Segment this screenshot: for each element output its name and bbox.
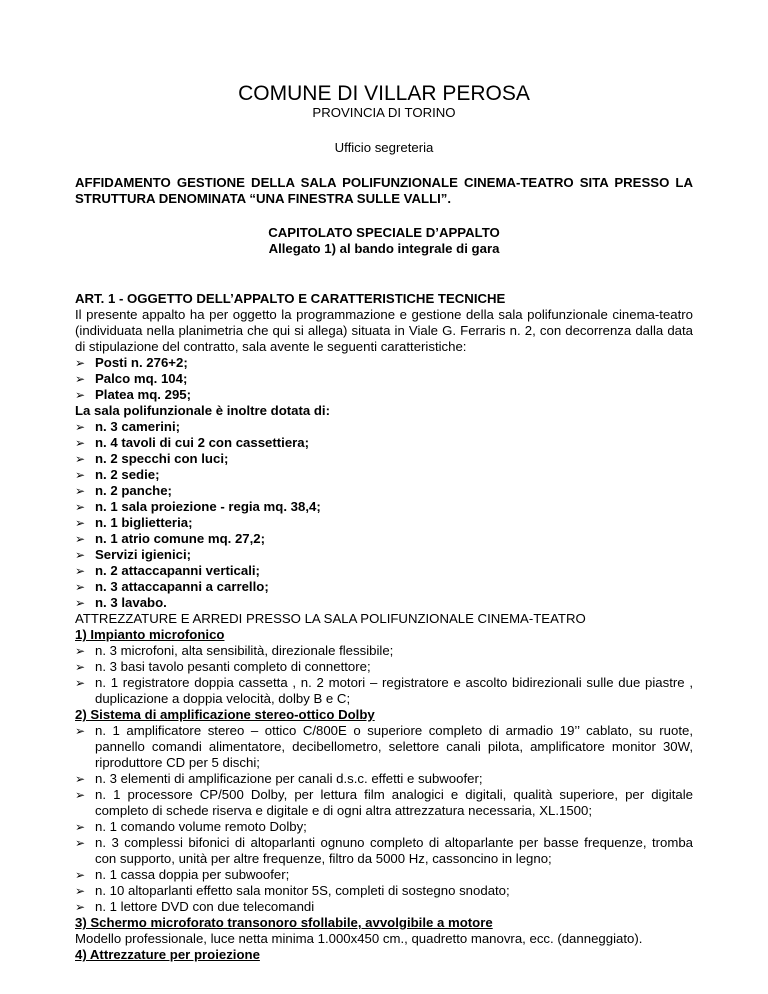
list-item: ➢ n. 3 basi tavolo pesanti completo di connettore; — [75, 659, 371, 674]
arrow-bullet-icon: ➢ — [75, 516, 86, 530]
document-page — [75, 82, 693, 963]
equipped-intro: La sala polifunzionale è inoltre dotata di: — [75, 403, 330, 418]
arrow-bullet-icon: ➢ — [75, 452, 86, 466]
list-item: ➢ n. 1 cassa doppia per subwoofer; — [75, 867, 290, 882]
list-item: ➢ n. 3 attaccapanni a carrello; — [75, 579, 269, 594]
list-item: ➢ n. 1 processore CP/500 Dolby, per lettura film analogici e digitali, qualità superiore, per digitale completo di schede riserva e digitale e di ogni altra attrezzatura necessaria, XL.1500; — [75, 787, 693, 818]
list-item: ➢ n. 1 comando volume remoto Dolby; — [75, 819, 307, 834]
arrow-bullet-icon: ➢ — [75, 820, 86, 834]
section-1-list — [75, 643, 693, 707]
article-1-intro: Il presente appalto ha per oggetto la programmazione e gestione della sala polifunzionale cinema-teatro (individuata nella planimetria che qui si allega) situata in Viale G. Ferraris n. 2, con decorrenza dalla data di stipulazione del contratto, sala avente le seguenti caratteristiche: — [75, 307, 693, 354]
section-1-heading: 1) Impianto microfonico — [75, 627, 225, 642]
list-item: ➢ n. 1 amplificatore stereo – ottico C/800E o superiore completo di armadio 19’’ cablato, su ruote, pannello comandi alimentatore, decibellometro, selettore canali pilota, amplificatore monitor 30W, riproduttore CD per 5 dischi; — [75, 723, 693, 770]
list-item: ➢ n. 2 sedie; — [75, 467, 160, 482]
list-item: ➢ n. 2 specchi con luci; — [75, 451, 229, 466]
arrow-bullet-icon: ➢ — [75, 772, 86, 786]
section-3-heading: 3) Schermo microforato transonoro sfollabile, avvolgibile a motore — [75, 915, 493, 930]
arrow-bullet-icon: ➢ — [75, 532, 86, 546]
arrow-bullet-icon: ➢ — [75, 836, 86, 850]
capitolato-subtitle: Allegato 1) al bando integrale di gara — [268, 241, 500, 256]
arrow-bullet-icon: ➢ — [75, 372, 86, 386]
capitolato-title: CAPITOLATO SPECIALE D’APPALTO — [268, 225, 500, 240]
article-1-heading: ART. 1 - OGGETTO DELL’APPALTO E CARATTERISTICHE TECNICHE — [75, 291, 506, 306]
list-item: ➢ n. 3 complessi bifonici di altoparlanti ognuno completo di altoparlante per basse frequenze, tromba con supporto, unità per altre frequenze, filtro da 5000 Hz, cassoncino in legno; — [75, 835, 693, 866]
arrow-bullet-icon: ➢ — [75, 500, 86, 514]
office-name: Ufficio segreteria — [334, 140, 434, 155]
arrow-bullet-icon: ➢ — [75, 420, 86, 434]
section-2-list — [75, 723, 693, 915]
arrow-bullet-icon: ➢ — [75, 644, 86, 658]
municipality-title: COMUNE DI VILLAR PEROSA — [238, 82, 530, 105]
document-header — [75, 82, 693, 156]
capitolato-block — [75, 225, 693, 257]
list-item: ➢ Palco mq. 104; — [75, 371, 188, 386]
list-item: ➢ n. 3 microfoni, alta sensibilità, direzionale flessibile; — [75, 643, 394, 658]
arrow-bullet-icon: ➢ — [75, 548, 86, 562]
arrow-bullet-icon: ➢ — [75, 676, 86, 690]
list-item: ➢ n. 4 tavoli di cui 2 con cassettiera; — [75, 435, 310, 450]
arrow-bullet-icon: ➢ — [75, 484, 86, 498]
province-name: PROVINCIA DI TORINO — [312, 105, 456, 120]
section-2-heading: 2) Sistema di amplificazione stereo-ottico Dolby — [75, 707, 375, 722]
list-item: ➢ n. 3 camerini; — [75, 419, 181, 434]
document-subject: AFFIDAMENTO GESTIONE DELLA SALA POLIFUNZIONALE CINEMA-TEATRO SITA PRESSO LA STRUTTURA DENOMINATA “UNA FINESTRA SULLE VALLI”. — [75, 175, 693, 206]
list-item: ➢ Posti n. 276+2; — [75, 355, 188, 370]
list-item: ➢ n. 1 sala proiezione - regia mq. 38,4; — [75, 499, 321, 514]
arrow-bullet-icon: ➢ — [75, 660, 86, 674]
list-item: ➢ n. 2 attaccapanni verticali; — [75, 563, 260, 578]
section-4-heading: 4) Attrezzature per proiezione — [75, 947, 260, 962]
arrow-bullet-icon: ➢ — [75, 564, 86, 578]
list-item: ➢ n. 1 atrio comune mq. 27,2; — [75, 531, 266, 546]
list-item: ➢ n. 2 panche; — [75, 483, 172, 498]
list-item: ➢ Platea mq. 295; — [75, 387, 192, 402]
arrow-bullet-icon: ➢ — [75, 388, 86, 402]
arrow-bullet-icon: ➢ — [75, 468, 86, 482]
arrow-bullet-icon: ➢ — [75, 884, 86, 898]
arrow-bullet-icon: ➢ — [75, 356, 86, 370]
list-item: ➢ n. 1 registratore doppia cassetta , n. 2 motori – registratore e ascolto bidirezionali sulle due piastre , duplicazione a doppia velocità, dolby B e C; — [75, 675, 693, 706]
arrow-bullet-icon: ➢ — [75, 596, 86, 610]
list-item: ➢ n. 10 altoparlanti effetto sala monitor 5S, completi di sostegno snodato; — [75, 883, 510, 898]
attrezzature-title: ATTREZZATURE E ARREDI PRESSO LA SALA POLIFUNZIONALE CINEMA-TEATRO — [75, 611, 586, 626]
arrow-bullet-icon: ➢ — [75, 900, 86, 914]
arrow-bullet-icon: ➢ — [75, 436, 86, 450]
section-3-text: Modello professionale, luce netta minima 1.000x450 cm., quadretto manovra, ecc. (danneggiato). — [75, 931, 643, 946]
list-item: ➢ n. 1 lettore DVD con due telecomandi — [75, 899, 315, 914]
list-item: ➢ n. 3 lavabo. — [75, 595, 167, 610]
list-item: ➢ n. 3 elementi di amplificazione per canali d.s.c. effetti e subwoofer; — [75, 771, 483, 786]
list-item: ➢ Servizi igienici; — [75, 547, 192, 562]
equipped-list — [75, 419, 693, 611]
arrow-bullet-icon: ➢ — [75, 724, 86, 738]
features-list — [75, 355, 693, 403]
arrow-bullet-icon: ➢ — [75, 580, 86, 594]
arrow-bullet-icon: ➢ — [75, 868, 86, 882]
list-item: ➢ n. 1 biglietteria; — [75, 515, 193, 530]
arrow-bullet-icon: ➢ — [75, 788, 86, 802]
